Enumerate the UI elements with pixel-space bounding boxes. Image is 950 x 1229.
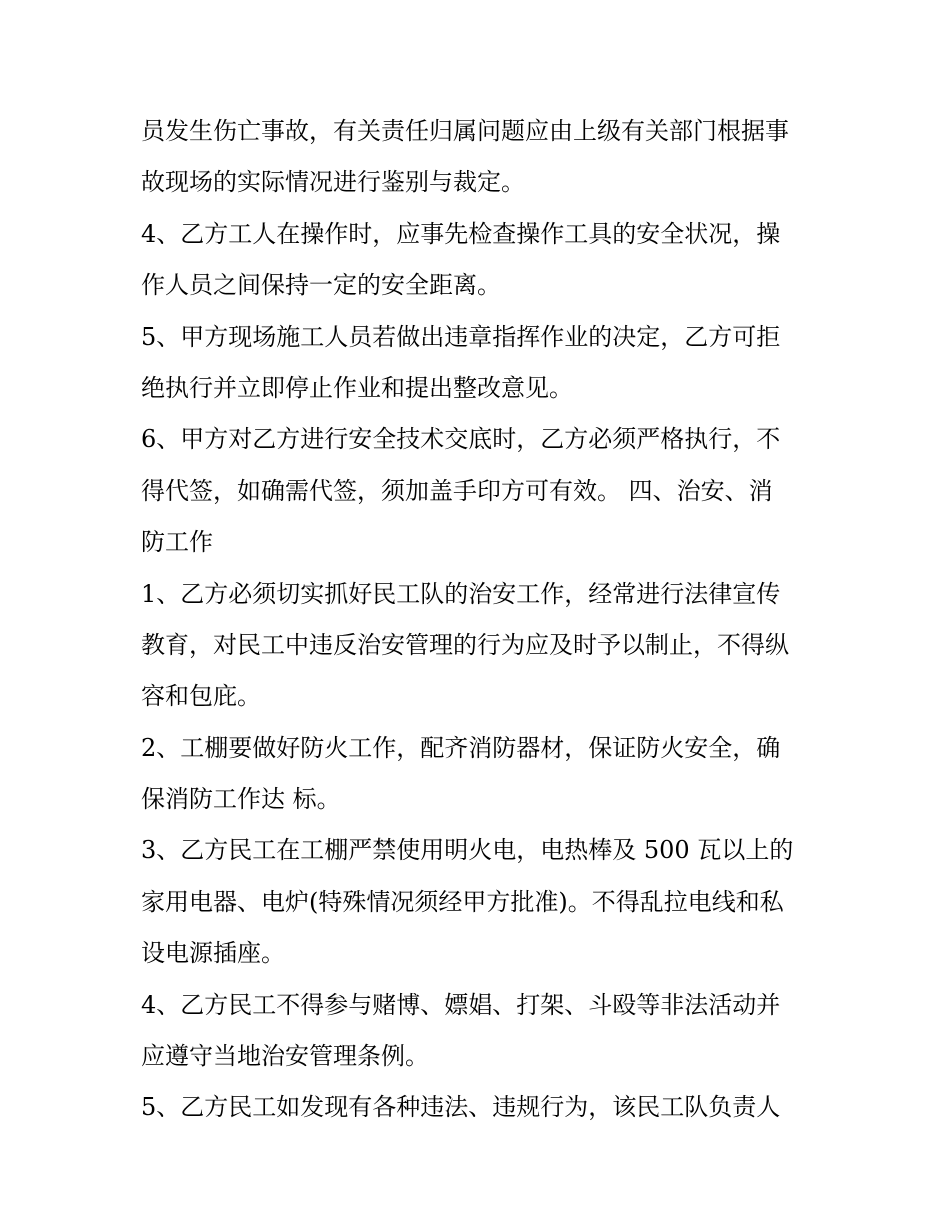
text-line: 5、乙方民工如发现有各种违法、违规行为，该民工队负责人 (141, 1093, 781, 1122)
text-line: 故现场的实际情况进行鉴别与裁定。 (141, 168, 525, 197)
text-line: 2、工棚要做好防火工作，配齐消防器材，保证防火安全，确 (141, 733, 781, 762)
text-line: 3、乙方民工在工棚严禁使用明火电，电热棒及 500 瓦以上的 (141, 836, 794, 865)
text-line: 绝执行并立即停止作业和提出整改意见。 (141, 373, 573, 402)
text-line: 设电源插座。 (141, 939, 285, 968)
text-line: 防工作 (141, 528, 213, 557)
text-line: 家用电器、电炉(特殊情况须经甲方批准)。不得乱拉电线和私 (141, 887, 784, 916)
text-line: 1、乙方必须切实抓好民工队的治安工作，经常进行法律宣传 (141, 579, 781, 608)
text-line: 员发生伤亡事故，有关责任归属问题应由上级有关部门根据事 (141, 117, 789, 145)
text-line: 4、乙方工人在操作时，应事先检查操作工具的安全状况，操 (141, 219, 781, 248)
text-line: 教育，对民工中违反治安管理的行为应及时予以制止，不得纵 (141, 630, 789, 659)
text-line: 保消防工作达 标。 (141, 785, 341, 814)
document-body (141, 106, 821, 1134)
text-line: 作人员之间保持一定的安全距离。 (141, 271, 501, 300)
text-line: 6、甲方对乙方进行安全技术交底时，乙方必须严格执行，不 (141, 425, 781, 454)
text-line: 容和包庇。 (141, 682, 261, 711)
text-line: 4、乙方民工不得参与赌博、嫖娼、打架、斗殴等非法活动并 (141, 990, 781, 1019)
text-line: 应遵守当地治安管理条例。 (141, 1042, 429, 1071)
text-line: 5、甲方现场施工人员若做出违章指挥作业的决定，乙方可拒 (141, 322, 781, 351)
text-line: 得代签，如确需代签，须加盖手印方可有效。 四、治安、消 (141, 476, 773, 505)
